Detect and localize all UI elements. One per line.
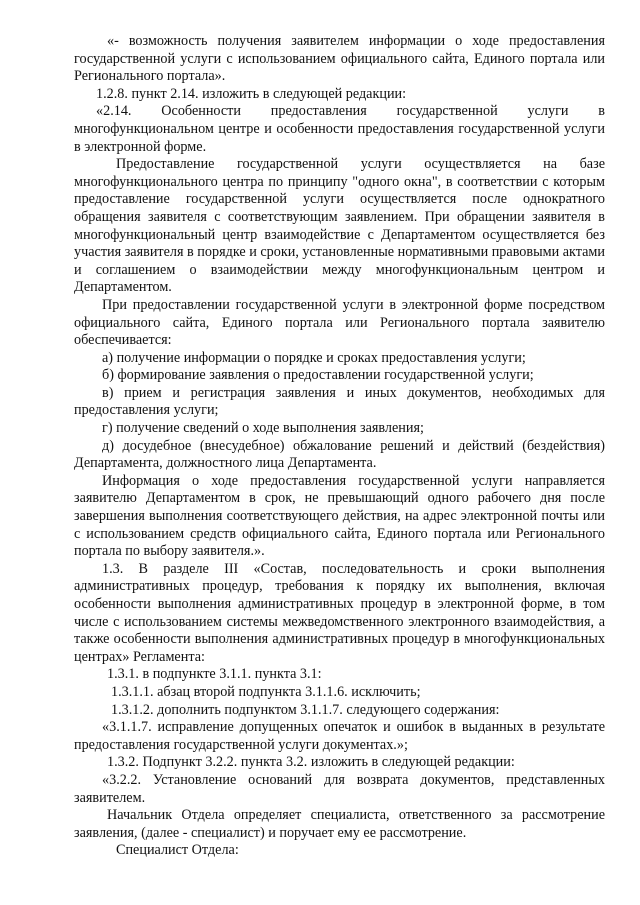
list-item: в) прием и регистрация заявления и иных документов, необходимых для предоставления услуги;: [74, 384, 605, 419]
paragraph: 1.3.2. Подпункт 3.2.2. пункта 3.2. изложить в следующей редакции:: [107, 754, 515, 771]
document-body: [74, 33, 605, 860]
paragraph: «- возможность получения заявителем информации о ходе предоставления государственной услуги с использованием официального сайта, Единого портала или Регионального портала».: [74, 33, 605, 85]
paragraph: Начальник Отдела определяет специалиста, ответственного за рассмотрение заявления, (далее - специалист) и поручает ему ее рассмотрение.: [74, 807, 605, 841]
paragraph: «3.2.2. Установление оснований для возврата документов, представленных заявителем.: [74, 771, 605, 806]
paragraph: 1.2.8. пункт 2.14. изложить в следующей редакции:: [96, 85, 407, 102]
list-item: д) досудебное (внесудебное) обжалование решений и действий (бездействия) Департамента, должностного лица Департамента.: [74, 437, 605, 472]
paragraph: «2.14. Особенности предоставления государственной услуги в многофункциональном центре и особенности предоставления государственной услуги в электронной форме.: [74, 103, 605, 155]
list-item: а) получение информации о порядке и сроках предоставления услуги;: [102, 349, 526, 366]
paragraph: 1.3. В разделе III «Состав, последовательность и сроки выполнения административных процедур, требования к порядку их выполнения, включая особенности выполнения административных процедур в электронной форме, в том числе с использованием системы межведомственного электронного взаимодействия, а также особенности выполнения административных процедур в многофункциональных центрах» Регламента:: [74, 560, 605, 665]
paragraph: 1.3.1.2. дополнить подпунктом 3.1.1.7. следующего содержания:: [111, 701, 500, 718]
paragraph: Информация о ходе предоставления государственной услуги направляется заявителю Департаментом в срок, не превышающий одного рабочего дня после завершения выполнения соответствующего действия, на адрес электронной почты или с использованием средств официального сайта, Единого портала или Регионального портала по выбору заявителя.».: [74, 472, 605, 560]
paragraph: 1.3.1.1. абзац второй подпункта 3.1.1.6. исключить;: [111, 683, 421, 700]
list-item: г) получение сведений о ходе выполнения заявления;: [102, 420, 424, 437]
paragraph: «3.1.1.7. исправление допущенных опечаток и ошибок в выданных в результате предоставления государственной услуги документах.»;: [74, 719, 605, 753]
paragraph: При предоставлении государственной услуги в электронной форме посредством официального сайта, Единого портала или Регионального портала заявителю обеспечивается:: [74, 296, 605, 349]
list-item: б) формирование заявления о предоставлении государственной услуги;: [102, 367, 534, 384]
paragraph: Предоставление государственной услуги осуществляется на базе многофункционального центра по принципу "одного окна", в соответствии с которым предоставление государственной услуги осуществляется после однократного обращения заявителя с соответствующим заявлением. При обращении заявителя в многофункциональный центр взаимодействие с Департаментом осуществляется без участия заявителя в порядке и сроки, установленные нормативными правовыми актами и соглашением о взаимодействии между многофункциональным центром и Департаментом.: [74, 156, 605, 296]
paragraph: Специалист Отдела:: [116, 842, 239, 859]
paragraph: 1.3.1. в подпункте 3.1.1. пункта 3.1:: [107, 666, 322, 683]
